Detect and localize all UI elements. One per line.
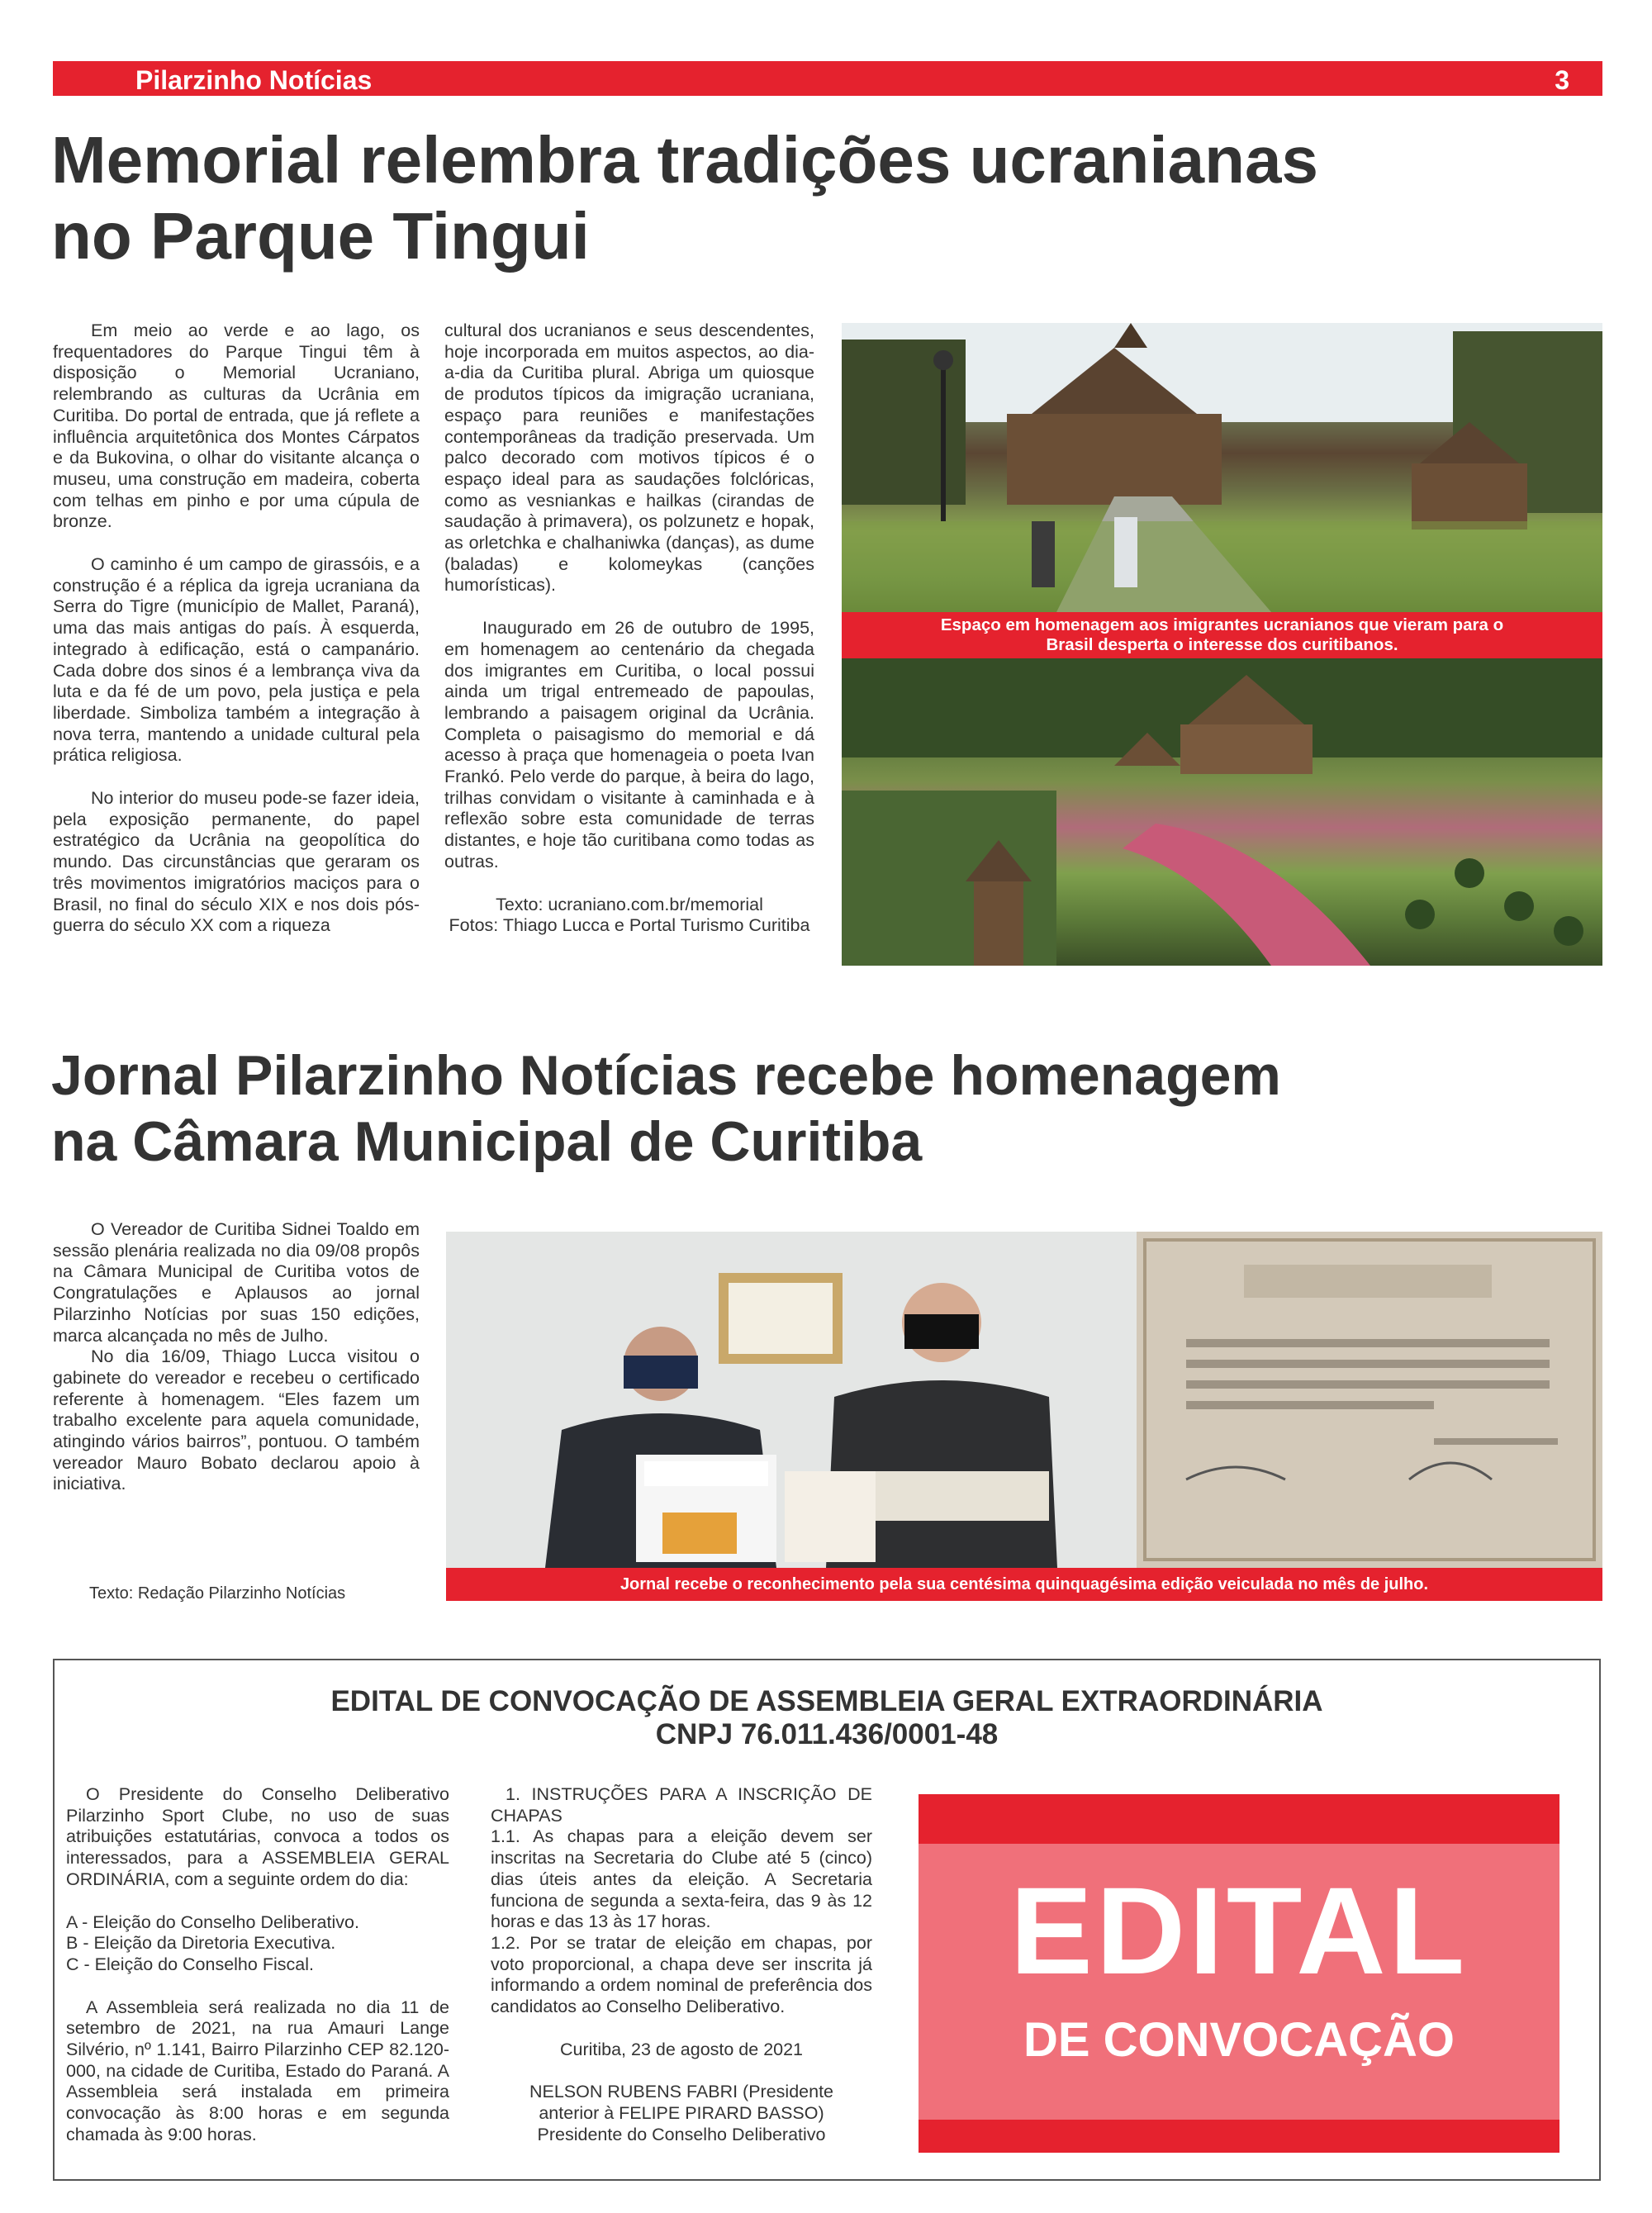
- edital-item: A - Eleição do Conselho Deliberativo.: [66, 1911, 359, 1932]
- article-column-2: [444, 321, 814, 937]
- graphic-top-bar: [919, 1794, 1559, 1844]
- edital-graphic: [919, 1794, 1559, 2153]
- graphic-bottom-bar: [919, 2120, 1559, 2153]
- edital-signature-role: Presidente do Conselho Deliberativo: [537, 2124, 826, 2144]
- article-paragraph: O caminho é um campo de girassóis, e a construção é a réplica da igreja ucraniana da Serra do Tigre (município de Mallet, Paraná), uma das mais antigas do país. À esquerda, integrado à edificação, está o campanário. Cada dobre dos sinos é a lembrança viva da luta e da fé de um povo, pela justiça e pela liberdade. Simboliza também a integração à nova terra, mantendo a unidade cultural pela prática religiosa.: [53, 554, 420, 766]
- article-column-1: [53, 321, 420, 937]
- article-headline-memorial: [51, 122, 1571, 274]
- edital-date: Curitiba, 23 de agosto de 2021: [559, 2039, 804, 2059]
- edital-cnpj: CNPJ 76.011.436/0001-48: [655, 1718, 999, 1750]
- page-header-bar: [53, 61, 1602, 96]
- credit-text: Texto: ucraniano.com.br/memorial: [496, 894, 763, 914]
- article-paragraph: No dia 16/09, Thiago Lucca visitou o gabinete do vereador e recebeu o certificado referente à homenagem. “Eles fazem um trabalho excelente para aquela comunidade, atingindo vários bairros”, pontuou. O também vereador Mauro Bobato declarou apoio à iniciativa.: [53, 1346, 420, 1494]
- church-illustration: [842, 323, 1602, 612]
- photo-memorial-aerial: [842, 658, 1602, 966]
- headline-line: Memorial relembra tradições ucranianas: [51, 123, 1318, 197]
- edital-title-line: EDITAL DE CONVOCAÇÃO DE ASSEMBLEIA GERAL EXTRAORDINÁRIA: [330, 1685, 1323, 1717]
- article-paragraph: Em meio ao verde e ao lago, os frequentadores do Parque Tingui têm à disposição o Memorial Ucraniano, relembrando as culturas da Ucrânia em Curitiba. Do portal de entrada, que já reflete a influência arquitetônica dos Montes Cárpatos e da Bukovina, o olhar do visitante alcança o museu, uma construção em madeira, coberta com telhas em pinho e por uma cúpula de bronze.: [53, 321, 420, 532]
- headline-line: na Câmara Municipal de Curitiba: [51, 1110, 923, 1173]
- edital-signature-line: anterior à FELIPE PIRARD BASSO): [539, 2103, 824, 2124]
- photo-caption-memorial: [842, 612, 1602, 658]
- article-paragraph: cultural dos ucranianos e seus descendentes, hoje incorporada em muitos aspectos, ao dia-a-dia da Curitiba plural. Abriga um quiosque de produtos típicos da imigração ucraniana, espaço para reuniões e manifestações contemporâneas da tradição preservada. Um palco decorado com motivos típicos é o espaço ideal para as saudações folclóricas, como as vesniankas e hailkas (cirandas de saudação à primavera), os polzunetz e hopak, as orletchka e chalhaniwka (danças), as dume (baladas) e kolomeykas (canções humorísticas).: [444, 321, 814, 596]
- graphic-edital-word: EDITAL: [1009, 1861, 1469, 2000]
- edital-instr-1-1: 1.1. As chapas para a eleição devem ser inscritas na Secretaria do Clube até 5 (cinco) dias úteis antes da eleição. A Secretaria funciona de segunda a sexta-feira, das 9 às 12 horas e das 13 às 17 horas.: [491, 1826, 872, 1932]
- publication-name: Pilarzinho Notícias: [135, 65, 373, 95]
- article-paragraph: Inaugurado em 26 de outubro de 1995, em homenagem ao centenário da chegada dos imigrantes em Curitiba, o local possui ainda um trigal entremeado de papoulas, lembrando a paisagem original da Ucrânia. Completa o paisagismo do memorial e dá acesso à praça que homenageia o poeta Ivan Frankó. Pelo verde do parque, à beira do lago, trilhas convidam o visitante à caminhada e à reflexão sobre esta comunidade de terras distantes, e hoje tão curitibana como todas as outras.: [444, 618, 814, 871]
- certificate-illustration: [1137, 1232, 1602, 1568]
- article2-column: [53, 1219, 420, 1495]
- edital-column-2: [491, 1784, 872, 2146]
- article2-credit: Texto: Redação Pilarzinho Notícias: [89, 1584, 346, 1603]
- article-headline-homenagem: [51, 1042, 1571, 1175]
- edital-intro: O Presidente do Conselho Deliberativo Pilarzinho Sport Clube, no uso de suas atribuições estatutárias, convoca a todos os interessados, para a ASSEMBLEIA GERAL ORDINÁRIA, com a seguinte ordem do dia:: [66, 1784, 449, 1889]
- headline-line: Jornal Pilarzinho Notícias recebe homenagem: [51, 1044, 1281, 1107]
- aerial-illustration: [842, 658, 1602, 966]
- edital-instr-title: 1. INSTRUÇÕES PARA A INSCRIÇÃO DE CHAPAS: [491, 1784, 872, 1826]
- headline-line: no Parque Tingui: [51, 199, 590, 273]
- edital-assembly-info: A Assembleia será realizada no dia 11 de setembro de 2021, na rua Amauri Lange Silvério, nº 1.141, Bairro Pilarzinho CEP 82.120-000, na cidade de Curitiba, Estado do Paraná. A Assembleia será instalada em primeira convocação às 8:00 horas e em segunda chamada às 9:00 horas.: [66, 1997, 449, 2144]
- photo-ukrainian-church: [842, 323, 1602, 612]
- article-paragraph: O Vereador de Curitiba Sidnei Toaldo em sessão plenária realizada no dia 09/08 propôs na Câmara Municipal de Curitiba votos de Congratulações e Aplausos ao jornal Pilarzinho Notícias por suas 150 edições, marca alcançada no mês de Julho.: [53, 1219, 420, 1346]
- credit-photos: Fotos: Thiago Lucca e Portal Turismo Curitiba: [449, 915, 810, 936]
- article-credits: [444, 895, 814, 937]
- edital-item: C - Eleição do Conselho Fiscal.: [66, 1954, 314, 1974]
- edital-column-1: [66, 1784, 449, 2146]
- edital-signature-line: NELSON RUBENS FABRI (Presidente: [529, 2082, 833, 2102]
- photo-certificate: [1137, 1232, 1602, 1568]
- people-illustration: [446, 1232, 1137, 1568]
- caption-line: Brasil desperta o interesse dos curitibanos.: [1046, 635, 1398, 654]
- page-number: 3: [1555, 65, 1569, 95]
- caption-line: Espaço em homenagem aos imigrantes ucranianos que vieram para o: [940, 615, 1504, 634]
- edital-instr-1-2: 1.2. Por se tratar de eleição em chapas, por voto proporcional, a chapa deve ser inscrita já informando a ordem nominal de preferência dos candidatos ao Conselho Deliberativo.: [491, 1932, 872, 2017]
- graphic-convocacao-word: DE CONVOCAÇÃO: [1023, 2013, 1455, 2067]
- photo-vereador-and-editor: [446, 1232, 1137, 1568]
- edital-item: B - Eleição da Diretoria Executiva.: [66, 1933, 336, 1954]
- article-paragraph: No interior do museu pode-se fazer ideia, pela exposição permanente, do papel estratégico da Ucrânia na geopolítica do mundo. Das circunstâncias que geraram os três movimentos imigratórios maciços para o Brasil, no final do século XIX e nos dois pós-guerra do século XX com a riqueza: [53, 788, 420, 936]
- edital-title: [53, 1685, 1601, 1751]
- photo-caption-homenagem: Jornal recebe o reconhecimento pela sua centésima quinquagésima edição veiculada no mês de julho.: [446, 1568, 1602, 1601]
